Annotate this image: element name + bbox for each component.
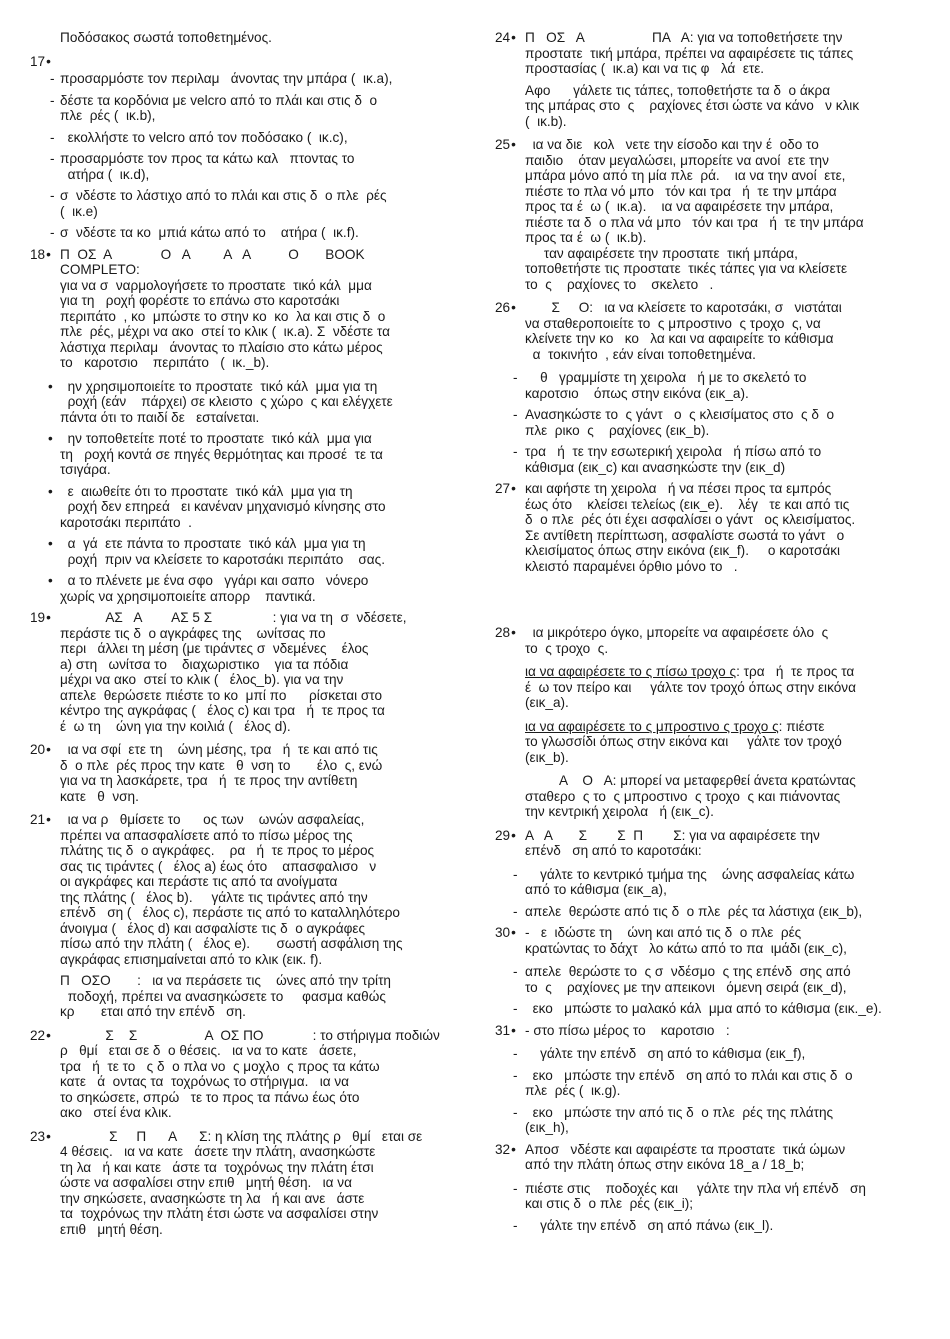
step-18-bullet-1: • ην χρησιμοποιείτε το προστατε τικό κάλ μμα για τη ροχή (εάν πάρχει) σε κλειστο ς χώρο ς και ελέγχετε πάντα ότι το παιδί δε εσταίνεται. [48,378,393,425]
step-31-sub-3: - εκο μπώστε την από τις δ ο πλε ρές της πλάτης (εικ_h), [513,1104,834,1135]
rear-wheel-title: ια να αφαιρέσετε το ς πίσω τροχο ς [525,664,737,679]
step-22 [30,1028,460,1121]
step-number: 19 • [30,610,60,626]
step-18-text: για να σ ναρμολογήσετε το προστατε τικό κάλ μμα για τη ροχή φορέστε το επάνω στο καροτσάκι περιπάτο , κο μπώστε το στην κο κο λα και στις δ ο πλε ρές, μέχρι να ακο στεί το κλικ ( ικ.a). Σ νδέστε τα λάστιχα περιλαμ άνοντας το πλαίσιο στο κάτω μέρος το καροτσιο περιπάτο ( ικ._b). [60,277,390,370]
step-32-sub-1: - πιέστε στις ποδοχές και γάλτε την πλα νή επένδ ση και στις δ ο πλε ρές (εικ_i); [513,1180,866,1211]
column-gap [495,582,920,625]
step-31-sub-2: - εκο μπώστε την επένδ ση από το πλάι και στις δ ο πλε ρές ( ικ.g). [513,1067,853,1098]
step-30 [495,925,920,956]
left-column [30,30,460,1245]
step-20-text: ια να σφί ετε τη ώνη μέσης, τρα ή τε και από τις δ ο πλε ρές προς την κατε θ νση το έλο ς, ενώ για να τη λασκάρετε, τρα ή τε προς την αντίθετη κατε θ νση. [60,742,383,804]
step-number: 28 • [495,625,525,641]
step-17-sub-6: - σ νδέστε τα κο μπιά κάτω από το ατήρα ( ικ.f). [50,225,359,240]
step-31-first: - στο πίσω μέρος το καροτσιο : [525,1022,730,1038]
step-32-text: Αποσ νδέστε και αφαιρέστε τα προστατε τικά ώμων από την πλάτη όπως στην εικόνα 18_a / 18_b; [525,1141,846,1172]
step-28 [495,625,920,820]
step-number: 30 • [495,925,525,941]
step-28-text: ια μικρότερο όγκο, μπορείτε να αφαιρέσετε όλο ς το ς τροχο ς. [525,625,829,656]
step-17-sub-4: - προσαρμόστε τον προς τα κάτω καλ πτοντας το ατήρα ( ικ.d), [50,151,355,182]
step-18-bullet-3: • ε αιωθείτε ότι το προστατε τικό κάλ μμα για τη ροχή δεν επηρεά ει κανέναν μηχανισμό κίνησης στο καροτσάκι περιπάτο . [48,483,386,530]
step-30-sub-1: - απελε θερώστε το ς σ νδέσμο ς της επένδ σης από το ς ραχίονες με την απεικονι όμενη σειρά (εικ_d), [513,964,851,995]
step-24-text: Π ΟΣ Α ΠΑ Α: για να τοποθετήσετε την προστατε τική μπάρα, πρέπει να αφαιρέσετε τις τάπες προστασίας ( ικ.a) και να τις φ λά ετε. [525,30,854,76]
step-21-text: ια να ρ θμίσετε το ος των ωνών ασφαλείας, πρέπει να απασφαλίσετε από το πίσω μέρος της πλάτης τις δ ο αγκράφες. ρα ή τε προς το μέρος σας τις τιράντες ( έλος a) έως ότο απασφαλισο ν οι αγκράφες και περάστε τις από τα ανοίγματα της πλάτης ( έλος b). γάλτε τις τιράντες από την επένδ ση ( έλος c), περάστε τις από το καταλληλότερο άνοιγμα ( έλος d) και ασφαλίστε τις δ ο αγκράφες πίσω από την πλάτη ( έλος e). σωστή ασφάλιση της αγκράφας επισημαίνεται από το κλικ (εικ. f). [60,812,403,967]
step-29 [495,828,920,859]
step-number: 21 • [30,812,60,828]
step-number: 17 • [30,54,60,70]
step-32 [495,1142,920,1173]
step-17-sub-3: - εκολλήστε το velcro από τον ποδόσακο ( ικ.c), [50,129,348,145]
step-31-sub-1: - γάλτε την επένδ ση από το κάθισμα (εικ_f), [513,1046,806,1061]
step-32-sub-2: - γάλτε την επένδ ση από πάνω (εικ_l). [513,1217,774,1233]
step-24-text-2: Αφο γάλετε τις τάπες, τοποθετήστε τα δ ο άκρα της μπάρας στο ς ραχίονες έτσι ώστε να κάνο ν κλικ ( ικ.b). [525,82,860,129]
step-number: 32 • [495,1142,525,1158]
step-25-text: ια να διε κολ νετε την είσοδο και την έ οδο το παιδιο όταν μεγαλώσει, μπορείτε να ανοί ετε την μπάρα μόνο από τη μία πλε ρά. ια να την ανοί ετε, πιέστε το πλα νό μπο τόν και τρα ή τε την μπάρα προς τα έ ω ( ικ.a). ια να αφαιρέσετε την μπάρα, πιέστε τα δ ο πλα νά μπο τόν και τρα ή τε την μπάρα προς τα έ ω ( ικ.b). ταν αφαιρέσετε την προστατε τική μπάρα, τοποθετήστε τις προστατε τικές τάπες για να κλείσετε το ς ραχίονες το σκελετο . [525,137,864,292]
step-number: 31 • [495,1023,525,1039]
step-23 [30,1129,460,1238]
step-26 [495,300,920,362]
step-26-sub-2: - Ανασηκώστε το ς γάντ ο ς κλεισίματος στο ς δ ο πλε ρικο ς ραχίονες (εικ_b). [513,407,835,438]
step-number: 29 • [495,828,525,844]
front-wheel-title: ια να αφαιρέσετε το ς μπροστινο ς τροχο ς [525,718,779,734]
step-20 [30,742,460,804]
step-21 [30,812,460,1020]
step-21-note: Π ΟΣΟ : ια να περάσετε τις ώνες από την τρίτη ποδοχή, πρέπει να ανασηκώσετε το φασμα καθώς κρ εται από την επένδ ση. [60,973,391,1019]
step-18-heading: Π ΟΣ Α Ο Α Α Α Ο BOOK COMPLETO: [60,246,365,277]
step-23-text: Σ Π Α Σ: η κλίση της πλάτης ρ θμί εται σε 4 θέσεις. ια να κατε άσετε την πλάτη, ανασηκώστε τη λα ή και κατε άστε τα τοχρόνως την πλάτη έτσι ώστε να ασφαλίσει στην επιθ μητή θέση. ια να την σηκώσετε, ανασηκώστε τη λα ή και ανε άστε τα τοχρόνως την πλάτη έτσι ώστε να ασφαλίσει στην επιθ μητή θέση. [60,1128,423,1237]
step-18-bullet-5: • α το πλένετε με ένα σφο γγάρι και σαπο νόνερο χωρίς να χρησιμοποιείτε απορρ παντικά. [48,573,369,604]
rear-wheel-removal [525,664,920,711]
step-17-sub-5: - σ νδέστε το λάστιχο από το πλάι και στις δ ο πλε ρές ( ικ.e) [50,188,387,219]
step-25 [495,137,920,292]
step-number: 22 • [30,1028,60,1044]
step-24 [495,30,920,129]
step-17-sub-2: - δέστε τα κορδόνια με velcro από το πλάι και στις δ ο πλε ρές ( ικ.b), [50,92,378,123]
step-29-sub-2: - απελε θερώστε από τις δ ο πλε ρές τα λάστιχα (εικ_b), [513,903,863,919]
step-22-text: Σ Σ Α ΟΣ ΠΟ : το στήριγμα ποδιών ρ θμί εται σε δ ο θέσεις. ια να το κατε άσετε, τρα ή τε το ς δ ο πλα νο ς μοχλο ς προς τα κάτω κατε ά οντας τα τοχρόνως το στήριγμα. ια να το σηκώσετε, σπρώ τε το προς τα πάνω έως ότο ακο στεί ένα κλικ. [60,1027,440,1120]
step-17 [30,54,460,70]
step-26-sub-3: - τρα ή τε την εσωτερική χειρολα ή πίσω από το κάθισμα (εικ_c) και ανασηκώστε την (εικ_d) [513,444,822,475]
step-number: 27 • [495,481,525,497]
step-30-sub-2: - εκο μπώστε το μαλακό κάλ μμα από το κάθισμα (εικ._e). [513,1001,882,1016]
right-column [495,30,920,1239]
step-27 [495,481,920,574]
step-number: 24 • [495,30,525,46]
step-30-first: - ε ιδώστε τη ώνη και από τις δ ο πλε ρές κρατώντας το δάχτ λο κάτω από το πα ιμάδι (εικ_c), [525,925,847,956]
step-17-sub-1: - προσαρμόστε τον περιλαμ άνοντας την μπάρα ( ικ.a), [50,71,393,86]
step-number: 20 • [30,742,60,758]
rear-wheel-text: : τρα ή τε προς τα έ ω τον πείρο και γάλτε τον τροχό όπως στην εικόνα (εικ_a). [525,664,856,710]
step-number: 23 • [30,1129,60,1145]
step-27-text: και αφήστε τη χειρολα ή να πέσει προς τα εμπρός έως ότο κλείσει τελείως (εικ_e). λέγ τε και από τις δ ο πλε ρές ότι έχει ασφαλίσει ο γάντ ος κλεισίματος. Σε αντίθετη περίπτωση, ασφαλίστε σωστά το γάντ ο κλεισίματος όπως στην εικόνα (εικ_f). ο καροτσάκι κλειστό παραμένει όρθιο μόνο το . [525,481,856,574]
step-29-sub-1: - γάλτε το κεντρικό τμήμα της ώνης ασφαλείας κάτω από το κάθισμα (εικ_a), [513,866,855,897]
step-31 [495,1023,920,1039]
front-wheel-text: : πιέστε το γλωσσίδι όπως στην εικόνα και γάλτε τον τροχό (εικ_b). [525,718,842,765]
step-26-sub-1: - θ γραμμίστε τη χειρολα ή με το σκελετό το καροτσιο όπως στην εικόνα (εικ_a). [513,370,807,401]
step-18-bullet-2: • ην τοποθετείτε ποτέ το προστατε τικό κάλ μμα για τη ροχή κοντά σε πηγές θερμότητας και προσέ τε τα τσιγάρα. [48,431,383,477]
step-29-text: Α Α Σ Σ Π Σ: για να αφαιρέσετε την επένδ ση από το καροτσάκι: [525,827,820,858]
step-18-bullet-4: • α γά ετε πάντα το προστατε τικό κάλ μμα για τη ροχή πριν να κλείσετε το καροτσάκι περιπάτο σας. [48,536,385,567]
step-number: 18 • [30,247,60,263]
step-18 [30,247,460,371]
intro-text: Ποδόσακος σωστά τοποθετημένος. [60,30,272,45]
step-19 [30,610,460,734]
step-number: 25 • [495,137,525,153]
step-28-note: Α Ο Α: μπορεί να μεταφερθεί άνετα κρατώντας σταθερο ς το ς μπροστινο ς τροχο ς και πιάνοντας την κεντρική χειρολα ή (εικ_c). [525,773,856,819]
step-number: 26 • [495,300,525,316]
front-wheel-removal [525,719,920,766]
step-19-text: ΑΣ Α ΑΣ 5 Σ : για να τη σ νδέσετε, περάστε τις δ ο αγκράφες της ωνίτσας πο περι άλλει τη μέση (με τιράντες σ νδεμένες έλος a) στη ωνίτσα το διαχωριστικο για τα πόδια μέχρι να ακο στεί το κλικ ( έλος_b). για να την απελε θερώσετε πιέστε το κο μπί πο ρίσκεται στο κέντρο της αγκράφας ( έλος c) και τρα ή τε προς τα έ ω τη ώνη για την κοιλιά ( έλος d). [60,610,407,734]
step-26-text: Σ Ο: ια να κλείσετε το καροτσάκι, σ νιστάται να σταθεροποιείτε το ς μπροστινο ς τροχο ς, να κλείνετε την κο κο λα και να αφαιρείτε το κάθισμα α τοκινήτο , εάν είναι τοποθετημένα. [525,300,842,362]
